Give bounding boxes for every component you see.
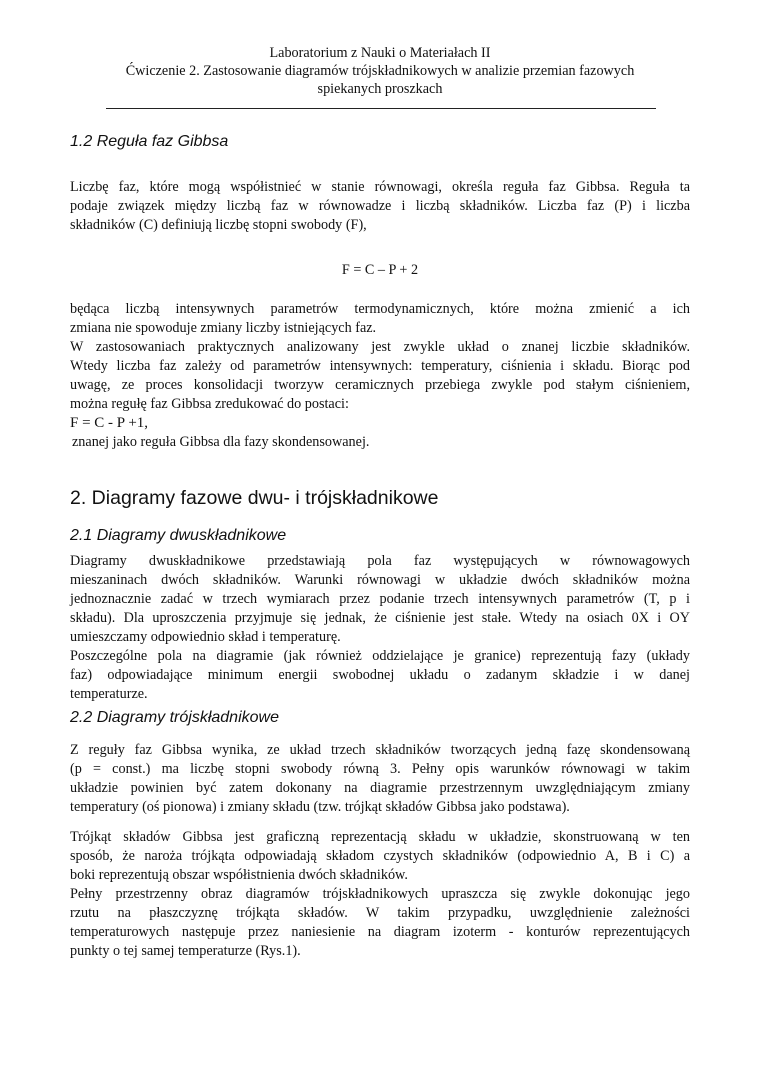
section-2-2-title: 2.2 Diagramy trójskładnikowe bbox=[70, 709, 279, 726]
section-2-2-para-1 bbox=[70, 741, 690, 817]
text-line: Wtedy liczba faz zależy od parametrów intensywnych: temperatury, ciśnienia i składu. Biorąc pod bbox=[70, 358, 690, 374]
section-1-2-title: 1.2 Reguła faz Gibbsa bbox=[70, 133, 229, 150]
text-line: temperatury (oś pionowa) i zmiany składu (tzw. trójkąt składów Gibbsa jako podstawa). bbox=[70, 799, 570, 815]
text-line: składu). Dla uproszczenia przyjmuje się jednak, że ciśnienie jest stałe. Wtedy na osiach 0X i OY bbox=[70, 610, 690, 626]
text-line: Z reguły faz Gibbsa wynika, ze układ trzech składników tworzących jedną fazę skondensowaną bbox=[70, 742, 690, 758]
text-line: układzie powinien być zatem dokonany na diagramie przestrzennym uwzględniającym zmiany bbox=[70, 780, 690, 796]
text-line: można regułę faz Gibbsa zredukować do postaci: bbox=[70, 396, 349, 412]
text-line: uwagę, ze proces konsolidacji tworzyw ceramicznych przebiega zwykle pod stałym ciśnieniem, bbox=[70, 377, 690, 393]
header-divider bbox=[106, 108, 656, 109]
text-line: W zastosowaniach praktycznych analizowany jest zwykle układ o znanej liczbie składników. bbox=[70, 339, 690, 355]
section-2-1-title: 2.1 Diagramy dwuskładnikowe bbox=[70, 527, 287, 544]
text-line: zmiana nie spowoduje zmiany liczby istniejących faz. bbox=[70, 320, 377, 336]
text-line: sposób, że naroża trójkąta odpowiadają składom czystych składników (odpowiednio A, B i C) a bbox=[70, 848, 690, 864]
text-line: będąca liczbą intensywnych parametrów termodynamicznych, które można zmienić a ich bbox=[70, 301, 690, 317]
text-line: rzutu na płaszczyznę trójkąta składów. W takim przypadku, uwzględnienie zależności bbox=[70, 905, 690, 921]
header-line-2: Ćwiczenie 2. Zastosowanie diagramów trójskładnikowych w analizie przemian fazowych bbox=[125, 63, 635, 79]
section-2-1-body bbox=[70, 552, 690, 704]
section-1-2-intro bbox=[70, 178, 690, 235]
section-1-2-body bbox=[70, 300, 690, 452]
text-line: umieszczamy odpowiednio skład i temperaturę. bbox=[70, 629, 341, 645]
text-line: temperaturowych następuje przez naniesienie na diagram izoterm - konturów reprezentujących bbox=[70, 924, 690, 940]
header-line-3: spiekanych proszkach bbox=[317, 81, 443, 97]
text-line: składników (C) definiują liczbę stopni swobody (F), bbox=[70, 217, 367, 233]
text-line: Trójkąt składów Gibbsa jest graficzną reprezentacją składu w układzie, skonstruowaną w ten bbox=[70, 829, 690, 845]
page-header bbox=[60, 44, 700, 98]
text-line: faz) odpowiadające minimum energii swobodnej układu o zadanym składzie i w danej bbox=[70, 667, 690, 683]
header-line-1: Laboratorium z Nauki o Materiałach II bbox=[269, 45, 491, 61]
condensed-formula: F = C - P +1, bbox=[70, 415, 149, 431]
text-line: punkty o tej samej temperaturze (Rys.1). bbox=[70, 943, 301, 959]
text-line: Liczbę faz, które mogą współistnieć w stanie równowagi, określa reguła faz Gibbsa. Reguła ta bbox=[70, 179, 690, 195]
text-line: Diagramy dwuskładnikowe przedstawiają pola faz występujących w równowagowych bbox=[70, 553, 690, 569]
text-line: jednoznacznie zadać w trzech wymiarach przez podanie trzech intensywnych parametrów (T, p i bbox=[70, 591, 690, 607]
text-line: mieszaninach dwóch składników. Warunki równowagi w układzie dwóch składników można bbox=[70, 572, 690, 588]
text-line: podaje związek między liczbą faz w równowadze i liczbą składników. Liczba faz (P) i liczba bbox=[70, 198, 690, 214]
text-line: znanej jako reguła Gibbsa dla fazy skondensowanej. bbox=[72, 434, 370, 450]
text-line: Poszczególne pola na diagramie (jak również oddzielające je granice) reprezentują fazy (układy bbox=[70, 648, 690, 664]
section-2-title: 2. Diagramy fazowe dwu- i trójskładnikowe bbox=[70, 487, 439, 509]
section-2-2-para-2 bbox=[70, 828, 690, 961]
text-line: Pełny przestrzenny obraz diagramów trójskładnikowych upraszcza się zwykle dokonując jego bbox=[70, 886, 690, 902]
text-line: boki reprezentują obszar współistnienia dwóch składników. bbox=[70, 867, 408, 883]
text-line: temperaturze. bbox=[70, 686, 148, 702]
text-line: (p = const.) ma liczbę stopni swobody równą 3. Pełny opis warunków równowagi w takim bbox=[70, 761, 690, 777]
gibbs-formula: F = C – P + 2 bbox=[341, 262, 419, 278]
